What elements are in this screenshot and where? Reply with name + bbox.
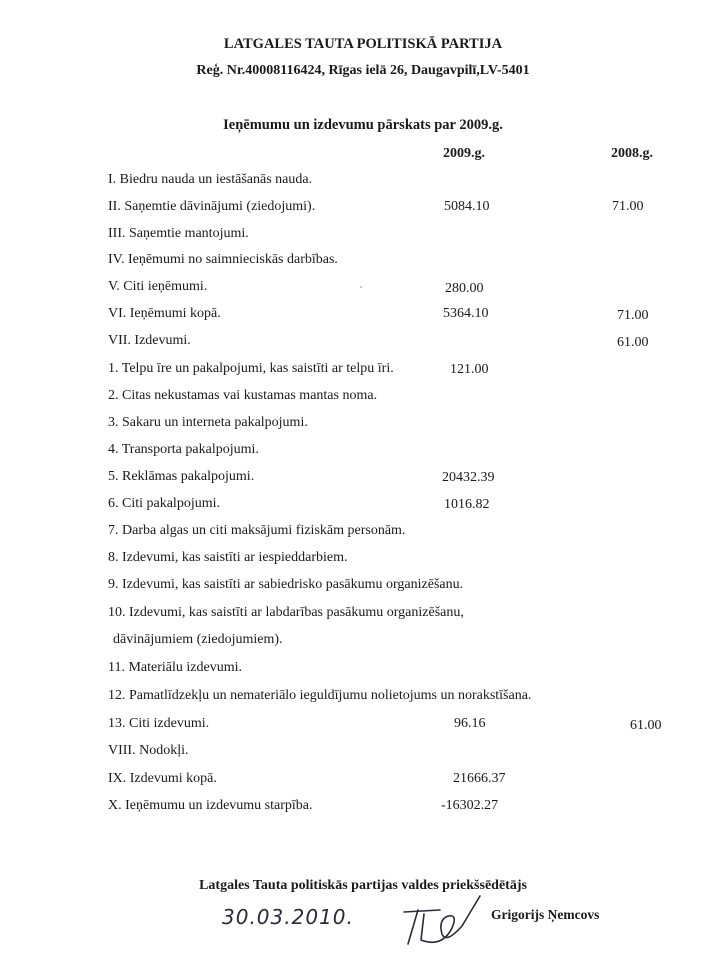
row-label: I. Biedru nauda un iestāšanās nauda. xyxy=(108,172,313,187)
row-label: 3. Sakaru un interneta pakalpojumi. xyxy=(108,415,308,430)
column-header-2009: 2009.g. xyxy=(443,146,485,161)
row-value-2009: 121.00 xyxy=(450,362,489,377)
row-label: VII. Izdevumi. xyxy=(108,333,191,348)
row-label: II. Saņemtie dāvinājumi (ziedojumi). xyxy=(108,199,316,214)
row-label: dāvinājumiem (ziedojumiem). xyxy=(113,632,283,647)
row-label: 5. Reklāmas pakalpojumi. xyxy=(108,469,255,484)
row-label: 12. Pamatlīdzekļu un nemateriālo ieguldījumu nolietojums un norakstīšana. xyxy=(108,688,532,703)
row-value-2008: 71.00 xyxy=(617,308,649,323)
row-label: V. Citi ieņēmumi. xyxy=(108,279,208,294)
row-label: 2. Citas nekustamas vai kustamas mantas noma. xyxy=(108,388,378,403)
row-label: III. Saņemtie mantojumi. xyxy=(108,226,249,241)
row-value-2008: 71.00 xyxy=(612,199,644,214)
row-value-2009: 5084.10 xyxy=(444,199,490,214)
row-value-2009: 21666.37 xyxy=(453,771,506,786)
row-value-2008: 61.00 xyxy=(617,335,649,350)
row-value-2009: 20432.39 xyxy=(442,470,495,485)
signatory-name: Grigorijs Ņemcovs xyxy=(491,907,600,922)
row-label: VIII. Nodokļi. xyxy=(108,743,189,758)
row-value-2009: 1016.82 xyxy=(444,497,490,512)
row-label: 13. Citi izdevumi. xyxy=(108,716,210,731)
row-label: 1. Telpu īre un pakalpojumi, kas saistīti ar telpu īri. xyxy=(108,361,394,376)
row-label: 8. Izdevumi, kas saistīti ar iespieddarbiem. xyxy=(108,550,348,565)
row-label: 6. Citi pakalpojumi. xyxy=(108,496,220,511)
party-name: LATGALES TAUTA POLITISKĀ PARTIJA xyxy=(223,36,503,52)
row-value-2009: 280.00 xyxy=(445,281,484,296)
row-label: IX. Izdevumi kopā. xyxy=(108,771,217,786)
row-value-2009: 5364.10 xyxy=(443,306,489,321)
row-value-2009: 96.16 xyxy=(454,716,486,731)
report-title: Ieņēmumu un izdevumu pārskats par 2009.g. xyxy=(223,117,503,133)
scan-speck xyxy=(360,286,362,288)
signature-image xyxy=(402,890,484,952)
row-label: VI. Ieņēmumi kopā. xyxy=(108,306,221,321)
handwritten-date: 30.03.2010. xyxy=(222,905,354,929)
row-value-2009: -16302.27 xyxy=(441,798,499,813)
row-label: 7. Darba algas un citi maksājumi fiziskām personām. xyxy=(108,523,406,538)
column-header-2008: 2008.g. xyxy=(611,146,653,161)
signatory-title: Latgales Tauta politiskās partijas valdes priekšsēdētājs xyxy=(199,878,527,893)
row-label: 9. Izdevumi, kas saistīti ar sabiedrisko pasākumu organizēšanu. xyxy=(108,577,464,592)
row-label: 4. Transporta pakalpojumi. xyxy=(108,442,259,457)
row-label: X. Ieņēmumu un izdevumu starpība. xyxy=(108,798,313,813)
row-label: 11. Materiālu izdevumi. xyxy=(108,660,242,675)
row-value-2008: 61.00 xyxy=(630,718,662,733)
registration-line: Reģ. Nr.40008116424, Rīgas ielā 26, Daugavpilī,LV-5401 xyxy=(196,63,530,78)
row-label: IV. Ieņēmumi no saimnieciskās darbības. xyxy=(108,252,338,267)
row-label: 10. Izdevumi, kas saistīti ar labdarības pasākumu organizēšanu, xyxy=(108,605,464,620)
